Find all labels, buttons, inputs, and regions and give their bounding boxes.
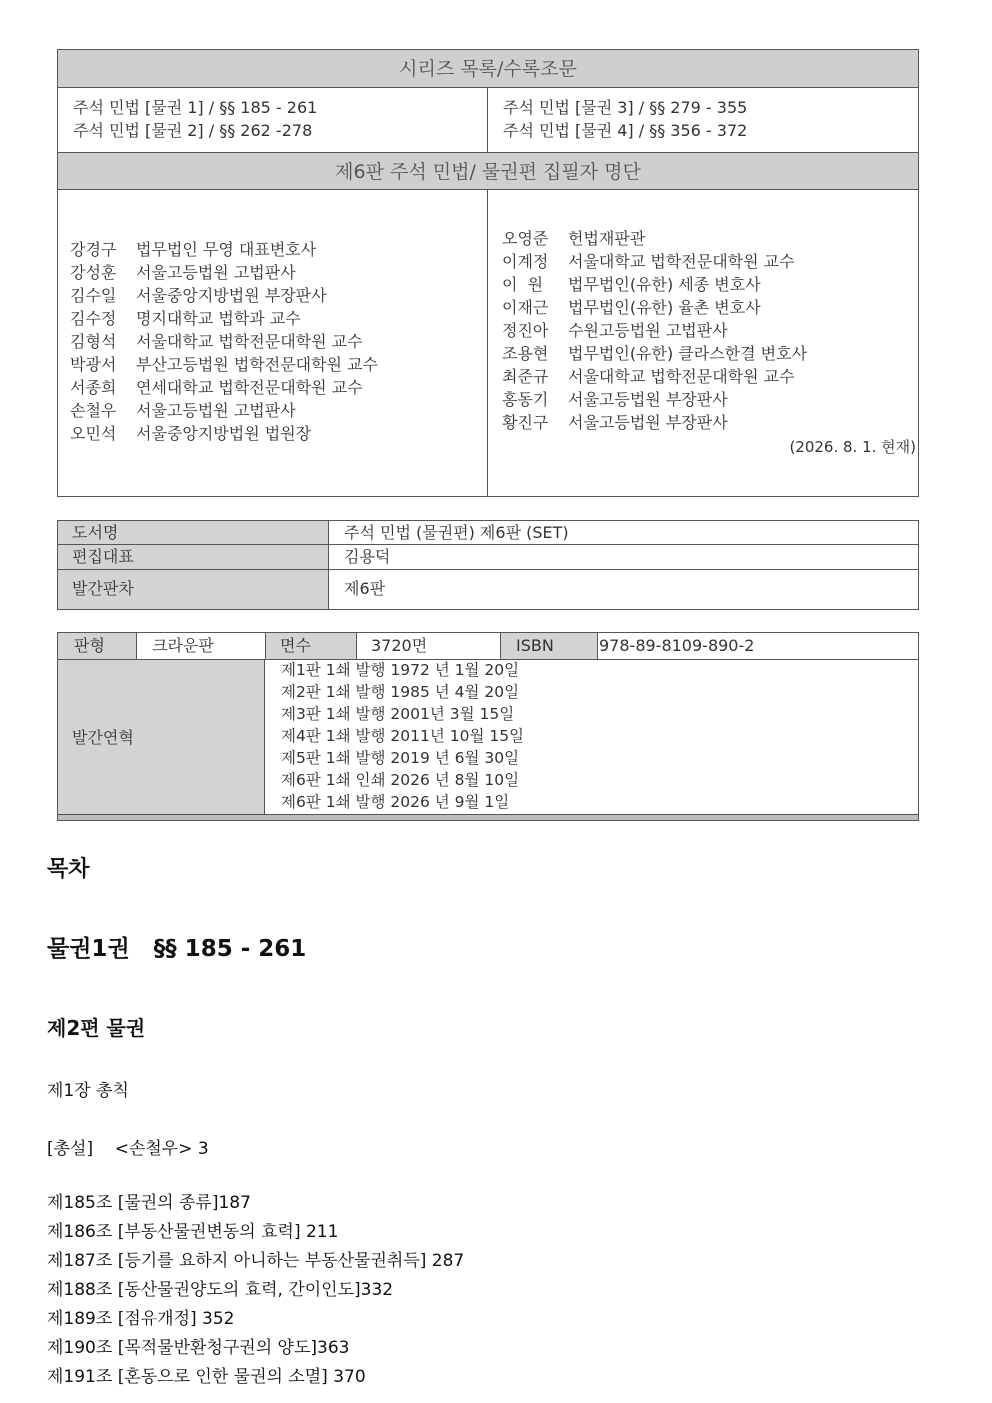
- history-item: 제4판 1쇄 발행 2011년 10월 15일: [281, 727, 525, 745]
- author-row: [70, 422, 378, 445]
- author-name: 강성훈: [70, 263, 117, 282]
- author-row: [70, 376, 378, 399]
- history-item: 제5판 1쇄 발행 2019 년 6월 30일: [281, 749, 520, 767]
- series-left: [73, 96, 317, 142]
- author-role: 법무법인(유한) 율촌 변호사: [568, 298, 761, 317]
- author-role: 법무법인(유한) 클라스한결 변호사: [568, 344, 808, 363]
- author-row: [502, 273, 807, 296]
- authors-header: [58, 152, 918, 190]
- book-title-value: 주석 민법 (물권편) 제6판 (SET): [344, 523, 569, 542]
- as-of-date: (2026. 8. 1. 현재): [789, 438, 916, 456]
- history-item: 제3판 1쇄 발행 2001년 3월 15일: [281, 705, 515, 723]
- author-row: [502, 296, 807, 319]
- pages-label-cell: [265, 633, 357, 659]
- book-info-table: [57, 520, 919, 610]
- toc-part: 제2편 물권: [47, 1016, 146, 1040]
- author-role: 서울고등법원 부장판사: [568, 413, 728, 432]
- toc-item[interactable]: 제191조 [혼동으로 인한 물권의 소멸] 370: [47, 1367, 366, 1387]
- authors-left-list: [70, 238, 378, 445]
- author-name: 강경구: [70, 240, 117, 259]
- author-name: 오민석: [70, 424, 117, 443]
- author-row: [502, 250, 807, 273]
- author-role: 헌법재판관: [568, 229, 646, 248]
- series-item: 주석 민법 [물권 2] / §§ 262 -278: [73, 121, 313, 140]
- author-row: [70, 399, 378, 422]
- author-role: 법무법인(유한) 세종 변호사: [568, 275, 761, 294]
- author-row: [502, 319, 807, 342]
- author-name: 조용현: [502, 344, 549, 363]
- author-name: 김형석: [70, 332, 117, 351]
- edition-value: 제6판: [344, 579, 386, 598]
- author-name: 정진아: [502, 321, 549, 340]
- history-item: 제1판 1쇄 발행 1972 년 1월 20일: [281, 661, 520, 679]
- history-item: 제2판 1쇄 발행 1985 년 4월 20일: [281, 683, 520, 701]
- author-role: 서울고등법원 부장판사: [568, 390, 728, 409]
- author-row: [70, 284, 378, 307]
- author-name: 손철우: [70, 401, 117, 420]
- row-divider: [58, 569, 918, 570]
- author-name: 황진구: [502, 413, 549, 432]
- series-authors-table: [57, 49, 919, 497]
- author-name: 홍동기: [502, 390, 549, 409]
- pages-value: 3720면: [371, 636, 428, 655]
- author-row: [70, 307, 378, 330]
- row-divider: [58, 544, 918, 545]
- column-divider: [487, 190, 488, 496]
- author-row: [70, 261, 378, 284]
- author-name: 이 원: [502, 275, 544, 294]
- author-name: 서종희: [70, 378, 117, 397]
- isbn-label: ISBN: [516, 636, 554, 655]
- toc-chapter: 제1장 총칙: [47, 1081, 129, 1101]
- author-role: 부산고등법원 법학전문대학원 교수: [136, 355, 379, 374]
- series-item: 주석 민법 [물권 1] / §§ 185 - 261: [73, 98, 318, 117]
- series-item: 주석 민법 [물권 4] / §§ 356 - 372: [503, 121, 748, 140]
- authors-header-text: 제6판 주석 민법/ 물권편 집필자 명단: [335, 161, 641, 183]
- author-name: 김수정: [70, 309, 117, 328]
- author-row: [70, 353, 378, 376]
- author-name: 이계정: [502, 252, 549, 271]
- author-name: 최준규: [502, 367, 549, 386]
- series-item: 주석 민법 [물권 3] / §§ 279 - 355: [503, 98, 748, 117]
- author-role: 서울고등법원 고법판사: [136, 401, 296, 420]
- history-label: 발간연혁: [72, 728, 134, 747]
- pages-label: 면수: [280, 636, 311, 655]
- toc-heading: 목차: [47, 857, 90, 882]
- author-name: 오영준: [502, 229, 549, 248]
- column-divider: [487, 88, 488, 152]
- author-row: [502, 365, 807, 388]
- authors-right-list: [502, 227, 807, 434]
- author-name: 이재근: [502, 298, 549, 317]
- series-header-text: 시리즈 목록/수록조문: [399, 58, 577, 80]
- toc-item[interactable]: 제189조 [점유개정] 352: [47, 1309, 235, 1329]
- isbn-value: 978-89-8109-890-2: [599, 636, 755, 655]
- toc-item[interactable]: 제186조 [부동산물권변동의 효력] 211: [47, 1222, 339, 1242]
- toc-item[interactable]: 제190조 [목적물반환청구권의 양도]363: [47, 1338, 350, 1358]
- author-row: [70, 330, 378, 353]
- author-name: 김수일: [70, 286, 117, 305]
- specs-table: [57, 632, 919, 821]
- series-header: [58, 50, 918, 88]
- format-label: 판형: [74, 636, 105, 655]
- history-list: [281, 659, 524, 813]
- author-role: 서울중앙지방법원 법원장: [136, 424, 312, 443]
- toc-intro: [총설] <손철우> 3: [47, 1139, 209, 1159]
- author-row: [502, 227, 807, 250]
- series-right: [503, 96, 747, 142]
- author-row: [502, 388, 807, 411]
- author-role: 서울대학교 법학전문대학원 교수: [568, 367, 795, 386]
- history-item: 제6판 1쇄 발행 2026 년 9월 1일: [281, 793, 510, 811]
- book-title-label: 도서명: [72, 523, 119, 542]
- author-role: 서울대학교 법학전문대학원 교수: [568, 252, 795, 271]
- author-row: [70, 238, 378, 261]
- history-item: 제6판 1쇄 인쇄 2026 년 8월 10일: [281, 771, 520, 789]
- author-role: 수원고등법원 고법판사: [568, 321, 728, 340]
- author-role: 서울고등법원 고법판사: [136, 263, 296, 282]
- toc-item[interactable]: 제188조 [동산물권양도의 효력, 간이인도]332: [47, 1280, 394, 1300]
- author-role: 명지대학교 법학과 교수: [136, 309, 301, 328]
- editor-value: 김용덕: [344, 547, 391, 566]
- author-role: 연세대학교 법학전문대학원 교수: [136, 378, 363, 397]
- toc-item[interactable]: 제185조 [물권의 종류]187: [47, 1193, 251, 1213]
- table-bottom-strip: [58, 814, 918, 820]
- toc-article-list: [47, 1189, 464, 1392]
- toc-volume: 물권1권 §§ 185 - 261: [47, 936, 307, 962]
- toc-item[interactable]: 제187조 [등기를 요하지 아니하는 부동산물권취득] 287: [47, 1251, 465, 1271]
- author-row: [502, 342, 807, 365]
- author-role: 법무법인 무영 대표변호사: [136, 240, 317, 259]
- editor-label: 편집대표: [72, 547, 134, 566]
- author-role: 서울대학교 법학전문대학원 교수: [136, 332, 363, 351]
- format-value: 크라운판: [152, 636, 214, 655]
- author-row: [502, 411, 807, 434]
- author-role: 서울중앙지방법원 부장판사: [136, 286, 327, 305]
- author-name: 박광서: [70, 355, 117, 374]
- edition-label: 발간판차: [72, 579, 134, 598]
